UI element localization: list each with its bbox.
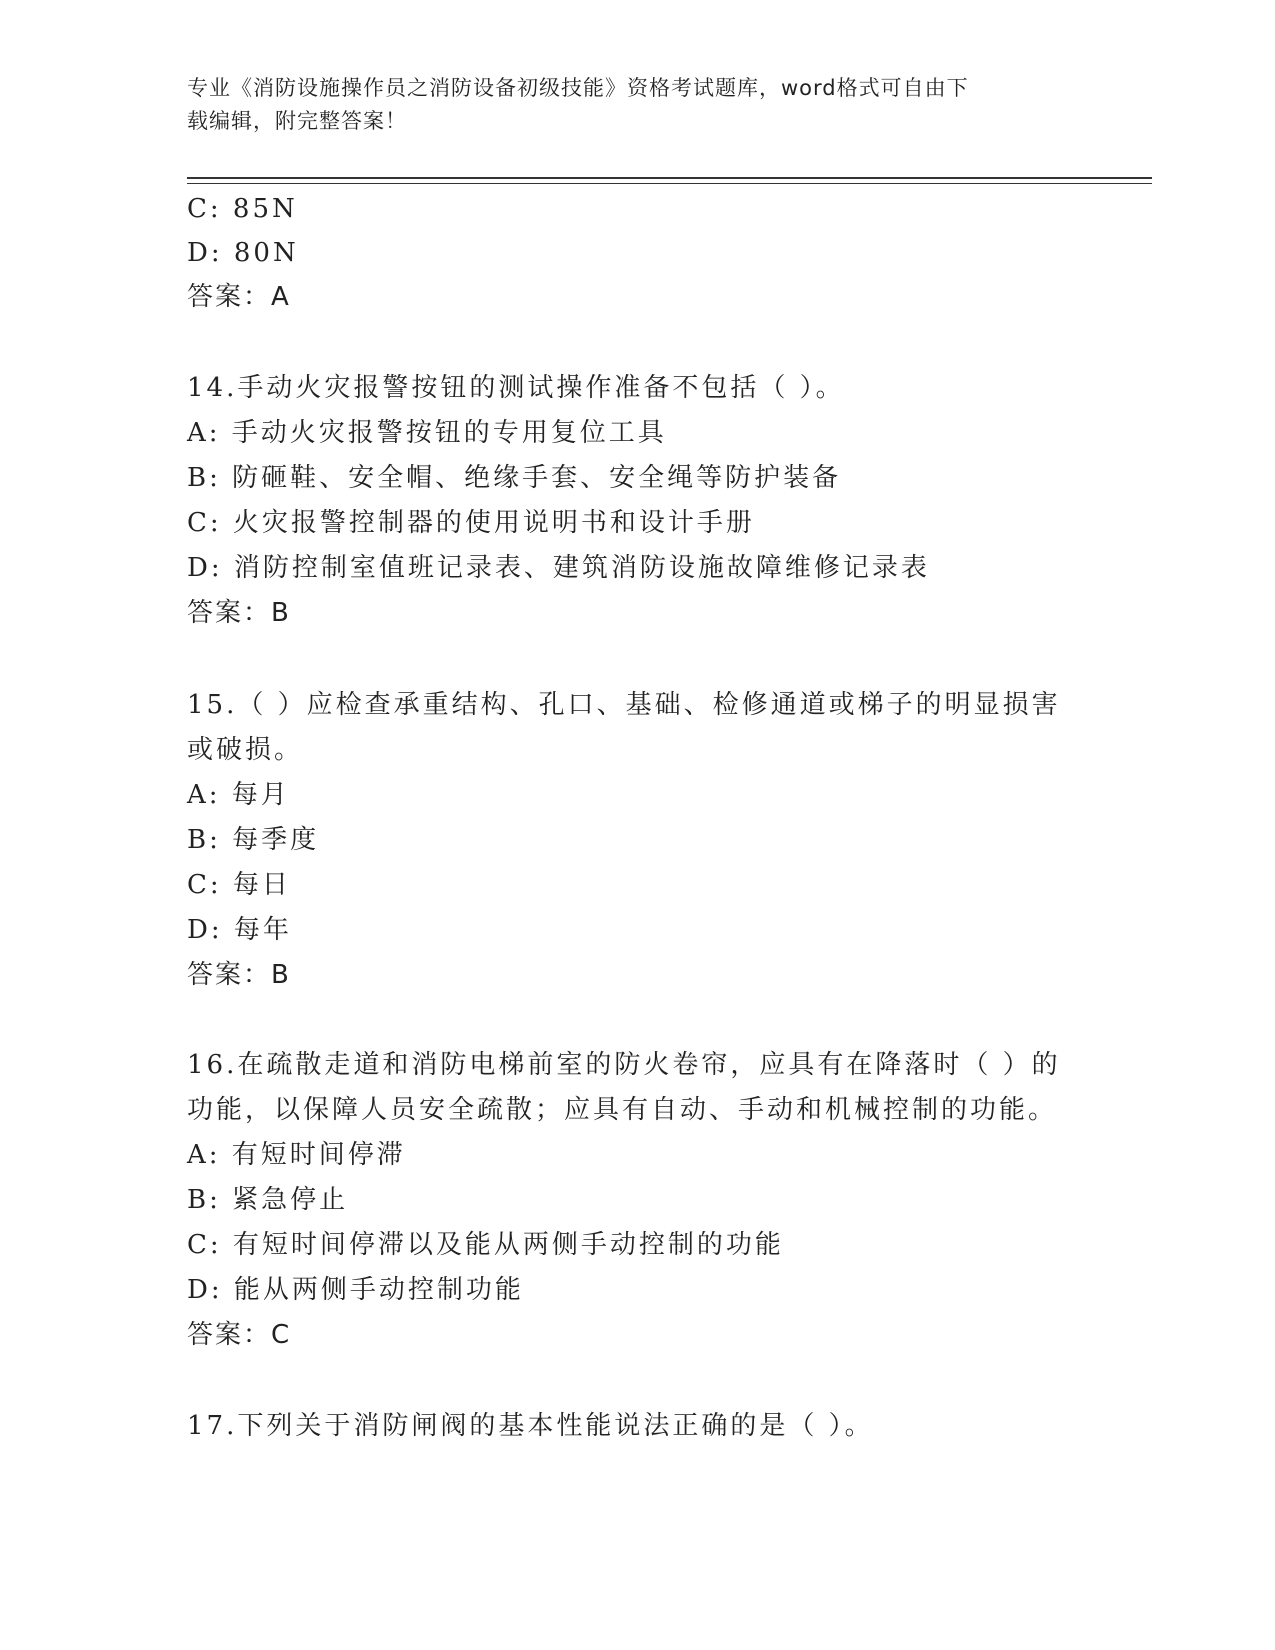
question-16-answer: 答案：C — [187, 1320, 292, 1350]
option-c-prev: C: 85N — [187, 194, 298, 224]
question-16-option-a: A: 有短时间停滞 — [187, 1140, 406, 1170]
question-16-option-b: B: 紧急停止 — [187, 1185, 349, 1215]
header-divider-thin — [187, 183, 1152, 184]
question-16-stem-line-2: 功能，以保障人员安全疏散；应具有自动、手动和机械控制的功能。 — [187, 1095, 1058, 1125]
question-15-option-c: C: 每日 — [187, 870, 291, 900]
header-line-2: 载编辑，附完整答案！ — [187, 109, 407, 133]
question-15-stem-line-1: 15.（ ）应检查承重结构、孔口、基础、检修通道或梯子的明显损害 — [187, 690, 1061, 720]
document-header — [187, 72, 1067, 138]
question-16-option-d: D: 能从两侧手动控制功能 — [187, 1275, 524, 1305]
header-divider-thick — [187, 177, 1152, 179]
question-16-option-c: C: 有短时间停滞以及能从两侧手动控制的功能 — [187, 1230, 784, 1260]
question-15-option-b: B: 每季度 — [187, 825, 320, 855]
question-14-option-d: D: 消防控制室值班记录表、建筑消防设施故障维修记录表 — [187, 553, 930, 583]
option-d-prev: D: 80N — [187, 238, 299, 268]
question-14-answer: 答案：B — [187, 598, 291, 628]
question-14-option-b: B: 防砸鞋、安全帽、绝缘手套、安全绳等防护装备 — [187, 463, 842, 493]
answer-prev: 答案：A — [187, 282, 291, 312]
question-14-option-c: C: 火灾报警控制器的使用说明书和设计手册 — [187, 508, 755, 538]
question-14-option-a: A: 手动火灾报警按钮的专用复位工具 — [187, 418, 667, 448]
question-16-stem-line-1: 16.在疏散走道和消防电梯前室的防火卷帘，应具有在降落时（ ）的 — [187, 1050, 1061, 1080]
question-15-stem-line-2: 或破损。 — [187, 735, 304, 765]
question-15-option-d: D: 每年 — [187, 915, 292, 945]
header-line-1: 专业《消防设施操作员之消防设备初级技能》资格考试题库，word格式可自由下 — [187, 76, 969, 100]
question-15-option-a: A: 每月 — [187, 780, 290, 810]
question-17-stem: 17.下列关于消防闸阀的基本性能说法正确的是（ ）。 — [187, 1411, 874, 1441]
question-14-stem: 14.手动火灾报警按钮的测试操作准备不包括（ ）。 — [187, 373, 845, 403]
question-15-answer: 答案：B — [187, 960, 291, 990]
